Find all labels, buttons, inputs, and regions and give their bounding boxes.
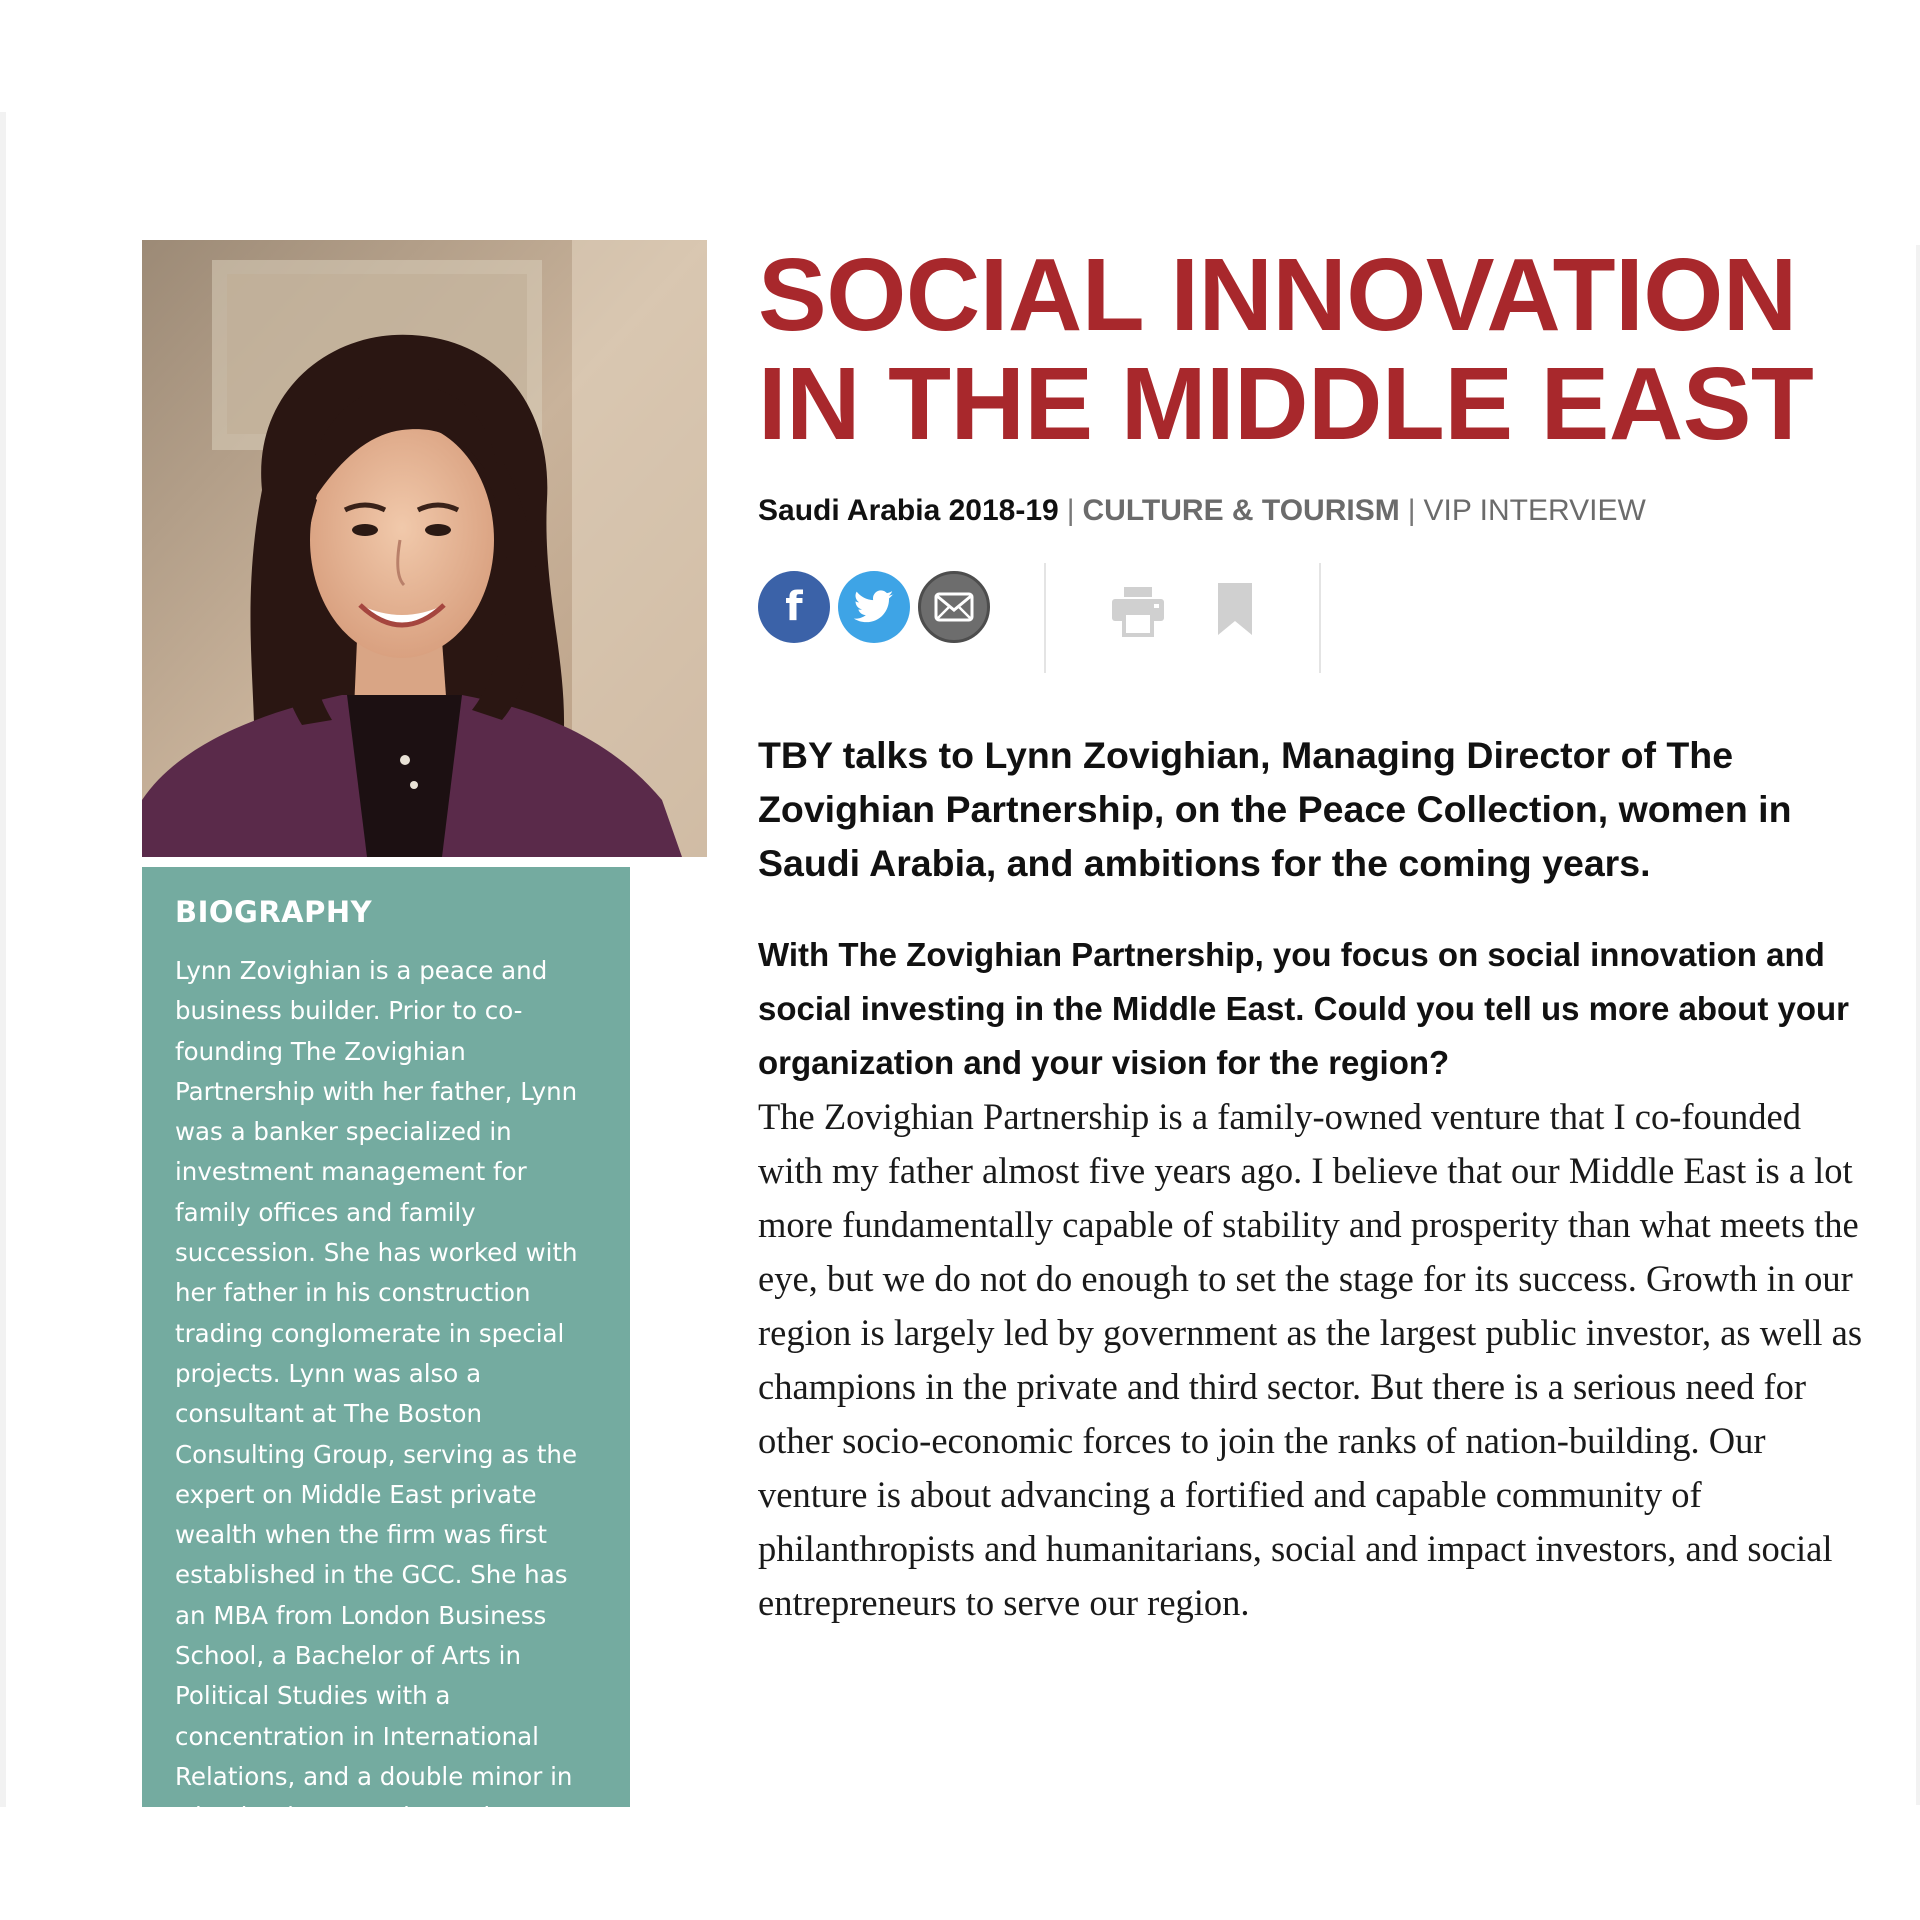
bookmark-icon	[1216, 581, 1254, 637]
interview-answer: The Zovighian Partnership is a family-owned venture that I co-founded with my father almost five years ago. I believe that our Middle East is a lot more fundamentally capable of stability and prosperity than what meets the eye, but we do not do enough to set the stage for its success. Growth in our region is largely led by government as the largest public investor, as well as champions in the private and third sector. But there is a serious need for other socio-economic forces to join the ranks of nation-building. Our venture is about advancing a fortified and capable community of philanthropists and humanitarians, social and impact investors, and social entrepreneurs to serve our region.	[758, 1096, 1863, 1623]
twitter-icon	[854, 590, 894, 624]
toolbar-divider	[1319, 563, 1321, 673]
biography-panel	[142, 867, 630, 1912]
facebook-share-button[interactable]	[758, 571, 830, 643]
twitter-share-button[interactable]	[838, 571, 910, 643]
bookmark-button[interactable]	[1216, 581, 1254, 637]
biography-heading: BIOGRAPHY	[175, 895, 373, 929]
envelope-icon	[934, 592, 974, 622]
print-button[interactable]	[1110, 585, 1166, 637]
page-edge-right	[1916, 245, 1920, 1805]
portrait-illustration	[142, 240, 707, 857]
interview-question: With The Zovighian Partnership, you focus on social innovation and social investing in the Middle East. Could you tell us more about your organization and your vision for the region?	[758, 936, 1849, 1081]
meta-type: VIP INTERVIEW	[1423, 494, 1646, 527]
meta-section[interactable]: CULTURE & TOURISM	[1082, 494, 1400, 527]
email-share-button[interactable]	[918, 571, 990, 643]
page-edge-left	[0, 112, 6, 1807]
share-toolbar	[758, 563, 1868, 673]
meta-separator: |	[1407, 494, 1416, 527]
toolbar-divider	[1044, 563, 1046, 673]
meta-separator: |	[1066, 494, 1075, 527]
biography-text: Lynn Zovighian is a peace and business builder. Prior to co-founding The Zovighian Partnership with her father, Lynn was a banker specialized in investment management for family offices and family succession. She has worked with her father in his construction trading conglomerate in special projects. Lynn was also a consultant at The Boston Consulting Group, serving as the expert on Middle East private wealth when the firm was first established in the GCC. She has an MBA from London Business School, a Bachelor of Arts in Political Studies with a concentration in International Relations, and a double minor in Islamic History and American Studies. Today, She is focusing her	[175, 956, 578, 1912]
facebook-icon: f	[785, 584, 803, 630]
article-meta	[758, 494, 1868, 528]
article-title: SOCIAL INNOVATION IN THE MIDDLE EAST	[758, 237, 1814, 461]
portrait-photo	[142, 240, 707, 857]
meta-publication[interactable]: Saudi Arabia 2018-19	[758, 494, 1059, 527]
printer-icon	[1110, 585, 1166, 637]
article-lede: TBY talks to Lynn Zovighian, Managing Director of The Zovighian Partnership, on the Peace Collection, women in Saudi Arabia, and ambitions for the coming years.	[758, 734, 1792, 884]
article-main	[758, 237, 1868, 1630]
